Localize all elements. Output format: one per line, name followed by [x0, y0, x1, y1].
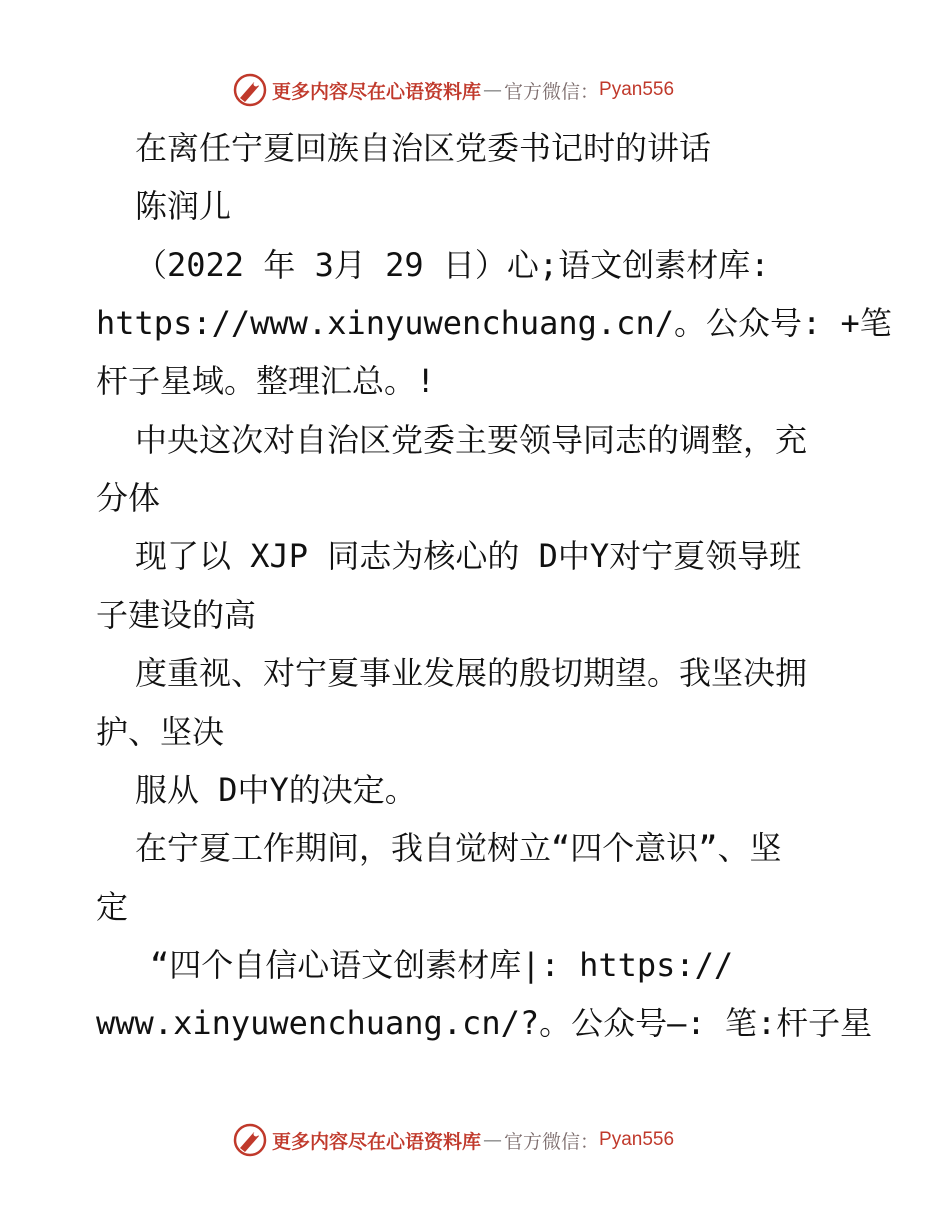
- watermark-wechat-id: Pyan556: [599, 1129, 675, 1150]
- document-author: 陈润儿: [135, 187, 232, 225]
- text-line: 在宁夏工作期间，我自觉树立“四个意识”、坚: [135, 829, 782, 867]
- text-line: 杆子星域。整理汇总。!: [96, 362, 436, 400]
- text-line: 服从 D中Y的决定。: [135, 771, 417, 809]
- text-line: （2022 年 3月 29 日）心;语文创素材库:: [135, 246, 770, 284]
- text-line: 现了以 XJP 同志为核心的 D中Y对宁夏领导班: [135, 537, 802, 575]
- pen-logo-icon: [232, 1122, 268, 1158]
- footer-watermark: [232, 1120, 674, 1160]
- text-line: 度重视、对宁夏事业发展的殷切期望。我坚决拥: [135, 654, 808, 692]
- watermark-sub-text: 官方微信：: [504, 80, 600, 103]
- pen-logo-icon: [232, 72, 268, 108]
- header-watermark: [232, 70, 674, 110]
- watermark-wechat-id: Pyan556: [599, 79, 675, 100]
- text-line: 分体: [96, 479, 161, 517]
- text-line: 护、坚决: [96, 713, 225, 751]
- document-title: 在离任宁夏回族自治区党委书记时的讲话: [135, 129, 712, 167]
- watermark-main-text: 更多内容尽在心语资料库: [272, 80, 482, 103]
- text-line: “四个自信心语文创素材库|: https://: [150, 946, 734, 984]
- text-line: 定: [96, 888, 129, 926]
- watermark-dash: —: [483, 79, 503, 101]
- text-line: https://www.xinyuwenchuang.cn/。公众号: +笔: [96, 304, 892, 342]
- text-line: 中央这次对自治区党委主要领导同志的调整，充: [135, 421, 808, 459]
- text-line: www.xinyuwenchuang.cn/?。公众号—: 笔:杆子星: [96, 1004, 873, 1042]
- watermark-dash: —: [483, 1129, 503, 1151]
- text-line: 子建设的高: [96, 596, 257, 634]
- watermark-main-text: 更多内容尽在心语资料库: [272, 1130, 482, 1153]
- watermark-sub-text: 官方微信：: [504, 1130, 600, 1153]
